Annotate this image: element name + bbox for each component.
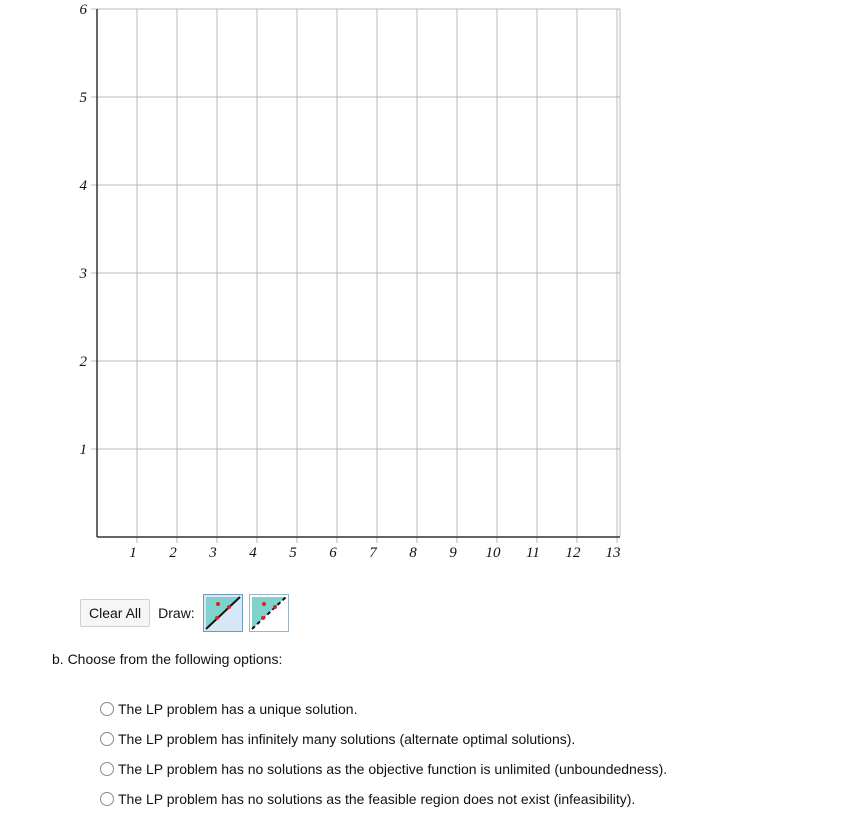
draw-toolbar: [80, 594, 289, 632]
question-label: b. Choose from the following options:: [52, 651, 283, 667]
radio-button[interactable]: [100, 762, 114, 776]
option-unboundedness[interactable]: [100, 754, 667, 784]
x-tick-label: 6: [329, 545, 337, 561]
x-tick-label: 9: [449, 545, 457, 561]
option-unique-solution[interactable]: [100, 694, 667, 724]
x-tick-label: 1: [129, 545, 137, 561]
radio-button[interactable]: [100, 732, 114, 746]
x-tick-label: 5: [289, 545, 297, 561]
option-infinitely-many-solutions[interactable]: [100, 724, 667, 754]
x-tick-label: 10: [485, 545, 501, 561]
y-tick-label: 4: [79, 178, 87, 194]
y-tick-label: 6: [79, 2, 87, 18]
x-tick-label: 13: [605, 545, 621, 561]
x-tick-label: 12: [565, 545, 581, 561]
x-tick-label: 8: [409, 545, 417, 561]
y-tick-label: 3: [79, 266, 87, 282]
x-tick-label: 4: [249, 545, 257, 561]
option-label: The LP problem has no solutions as the objective function is unlimited (unboundedness).: [118, 761, 668, 777]
radio-button[interactable]: [100, 792, 114, 806]
option-label: The LP problem has no solutions as the feasible region does not exist (infeasibility).: [118, 791, 636, 807]
y-tick-label: 1: [79, 442, 87, 458]
radio-button[interactable]: [100, 702, 114, 716]
option-label: The LP problem has a unique solution.: [118, 701, 358, 717]
y-tick-label: 5: [79, 90, 87, 106]
x-tick-label: 2: [169, 545, 177, 561]
dashed-line-region-tool[interactable]: [249, 594, 289, 632]
y-tick-label: 2: [79, 354, 87, 370]
answer-options: [100, 694, 667, 814]
clear-all-button[interactable]: Clear All: [80, 599, 150, 627]
option-label: The LP problem has infinitely many solutions (alternate optimal solutions).: [118, 731, 576, 747]
dashed-boundary-region-icon: [251, 596, 287, 630]
solid-line-region-tool[interactable]: [203, 594, 243, 632]
draw-label: Draw:: [158, 605, 195, 621]
x-tick-label: 3: [209, 545, 217, 561]
option-infeasibility[interactable]: [100, 784, 667, 814]
x-tick-label: 7: [369, 545, 377, 561]
x-tick-label: 11: [526, 545, 540, 561]
solid-boundary-region-icon: [205, 596, 241, 630]
